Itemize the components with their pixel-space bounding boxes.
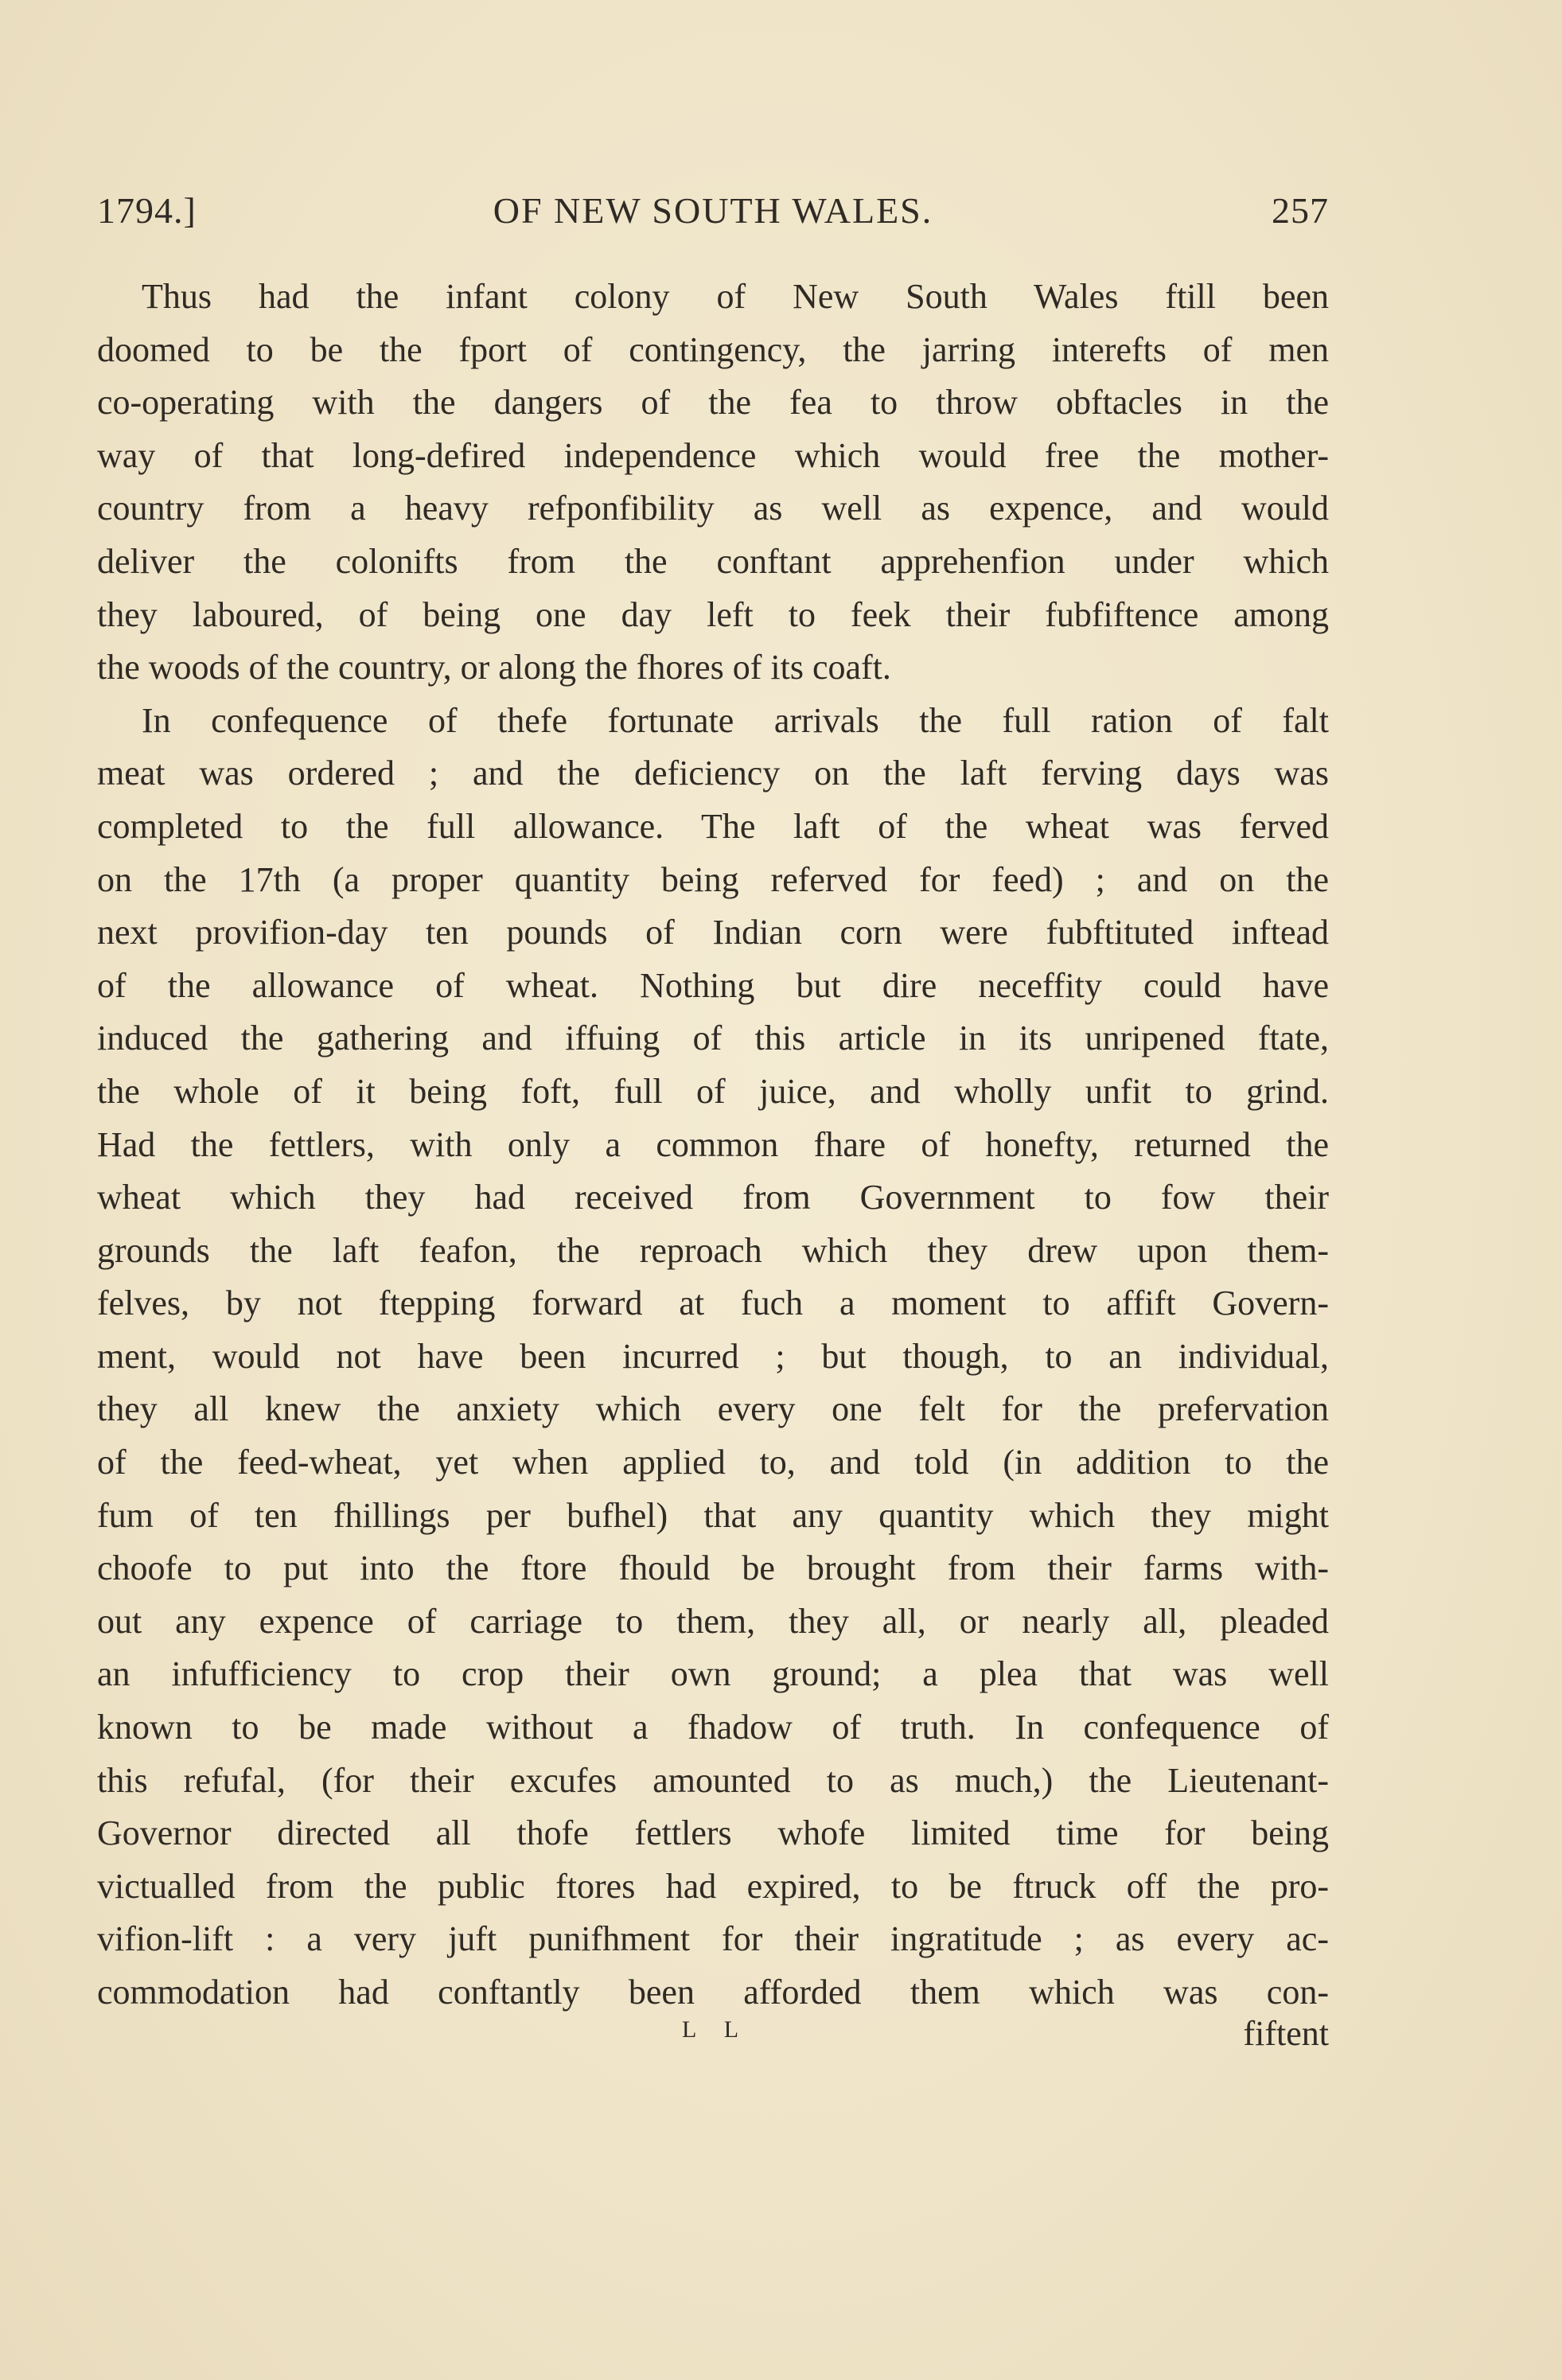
text-line: of the allowance of wheat. Nothing but dire neceffity could have (97, 965, 1329, 1005)
text-line: the whole of it being foft, full of juice, and wholly unfit to grind. (97, 1071, 1329, 1111)
text-line: known to be made without a fhadow of truth. In confequence of (97, 1708, 1329, 1747)
text-line: next provifion-day ten pounds of Indian corn were fubftituted inftead (97, 913, 1329, 952)
running-header (97, 189, 1329, 245)
text-line: grounds the laft feafon, the reproach which they drew upon them- (97, 1230, 1329, 1270)
text-line: the woods of the country, or along the fhores of its coaft. (97, 648, 891, 688)
text-line: wheat which they had received from Government to fow their (97, 1178, 1329, 1217)
text-line: completed to the full allowance. The laft of the wheat was ferved (97, 806, 1329, 846)
text-line: Governor directed all thofe fettlers whofe limited time for being (97, 1813, 1329, 1853)
text-line: they all knew the anxiety which every one felt for the prefervation (97, 1389, 1329, 1429)
body-text (97, 271, 1329, 2020)
text-line: this refufal, (for their excufes amounted to as much,) the Lieutenant- (97, 1760, 1329, 1800)
text-line: choofe to put into the ftore fhould be brought from their farms with- (97, 1548, 1329, 1588)
text-line: In confequence of thefe fortunate arrivals the full ration of falt (142, 700, 1329, 740)
text-line: meat was ordered ; and the deficiency on the laft ferving days was (97, 754, 1329, 793)
text-line: on the 17th (a proper quantity being referved for feed) ; and on the (97, 859, 1329, 899)
text-line: ment, would not have been incurred ; but though, to an individual, (97, 1336, 1329, 1376)
text-line: induced the gathering and iffuing of this article in its unripened ftate, (97, 1019, 1329, 1058)
header-title: OF NEW SOUTH WALES. (493, 190, 933, 231)
text-line: country from a heavy refponfibility as well as expence, and would (97, 489, 1329, 528)
page-footer (97, 2013, 1329, 2069)
text-line: deliver the colonifts from the conftant apprehenfion under which (97, 541, 1329, 581)
header-year: 1794.] (97, 190, 197, 231)
text-line: of the feed-wheat, yet when applied to, and told (in addition to the (97, 1443, 1329, 1482)
text-line: Had the fettlers, with only a common fhare of honefty, returned the (97, 1124, 1329, 1164)
text-line: felves, by not ftepping forward at fuch a moment to affift Govern- (97, 1283, 1329, 1323)
text-line: co-operating with the dangers of the fea to throw obftacles in the (97, 383, 1329, 423)
signature-mark: L L (682, 2016, 750, 2043)
text-line: doomed to be the fport of contingency, the jarring interefts of men (97, 329, 1329, 369)
text-line: they laboured, of being one day left to feek their fubfiftence among (97, 594, 1329, 634)
page-number: 257 (1272, 190, 1329, 231)
text-line: Thus had the infant colony of New South Wales ftill been (142, 277, 1329, 316)
text-line: an infufficiency to crop their own ground; a plea that was well (97, 1654, 1329, 1694)
text-line: fum of ten fhillings per bufhel) that any quantity which they might (97, 1495, 1329, 1535)
catchword: fiftent (1243, 2014, 1329, 2053)
text-line: victualled from the public ftores had expired, to be ftruck off the pro- (97, 1866, 1329, 1906)
text-line: commodation had conftantly been afforded them which was con- (97, 1973, 1329, 2012)
text-line: vifion-lift : a very juft punifhment for their ingratitude ; as every ac- (97, 1919, 1329, 1959)
text-line: way of that long-defired independence which would free the mother- (97, 435, 1329, 475)
text-line: out any expence of carriage to them, they all, or nearly all, pleaded (97, 1601, 1329, 1641)
